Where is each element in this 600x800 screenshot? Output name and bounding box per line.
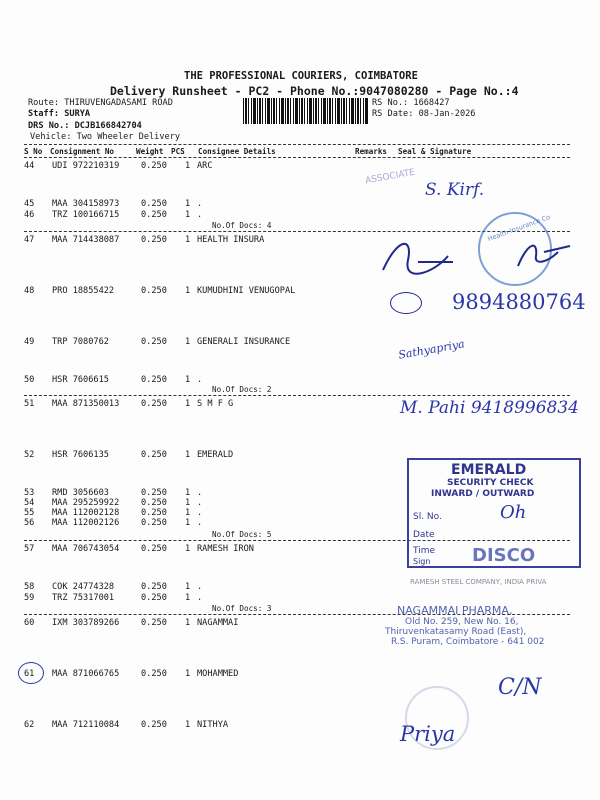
nagammai-line-2: Old No. 259, New No. 16, (405, 617, 519, 627)
row-sno: 59 (24, 593, 35, 603)
signature-emerald: Oh (500, 502, 527, 523)
col-sno: S No (24, 147, 43, 156)
row-consignment: MAA 295259922 (52, 498, 120, 508)
row-consignment: MAA 304158973 (52, 199, 120, 209)
row-sno: 52 (24, 450, 35, 460)
row-consignment: MAA 712110084 (52, 720, 120, 730)
disco-stamp: DISCO (472, 545, 536, 566)
route-label: Route: THIRUVENGADASAMI ROAD (28, 98, 173, 108)
row-pcs: 1 (185, 488, 191, 498)
rs-number: RS No.: 1668427 (372, 98, 450, 108)
row-pcs: 1 (185, 199, 191, 209)
row-consignment: MAA 112002126 (52, 518, 120, 528)
row-weight: 0.250 (141, 498, 167, 508)
row-weight: 0.250 (141, 375, 167, 385)
row-pcs: 1 (185, 618, 191, 628)
row-pcs: 1 (185, 498, 191, 508)
docs-count: No.Of Docs: 3 (212, 604, 272, 613)
company-title: THE PROFESSIONAL COURIERS, COIMBATORE (184, 70, 418, 82)
circled-row-mark (18, 662, 44, 684)
row-consignee: KUMUDHINI VENUGOPAL (197, 286, 296, 296)
row-consignment: COK 24774328 (52, 582, 115, 592)
row-weight: 0.250 (141, 210, 167, 220)
row-pcs: 1 (185, 582, 191, 592)
header-rule-bottom (24, 157, 570, 158)
nagammai-line-3: Thiruvenkatasamy Road (East), (385, 627, 527, 637)
row-sno: 47 (24, 235, 35, 245)
row-weight: 0.250 (141, 235, 167, 245)
row-consignee: . (197, 508, 203, 518)
row-weight: 0.250 (141, 544, 167, 554)
col-seal-signature: Seal & Signature (398, 147, 472, 156)
rs-date: RS Date: 08-Jan-2026 (372, 109, 476, 119)
row-sno: 51 (24, 399, 35, 409)
signature-arc: S. Kirf. (425, 180, 485, 200)
col-pcs: PCS (171, 147, 185, 156)
row-sno: 44 (24, 161, 35, 171)
drs-label: DRS No.: DCJB166842704 (28, 121, 142, 131)
row-consignee: ARC (197, 161, 213, 171)
row-consignment: MAA 871066765 (52, 669, 120, 679)
row-consignee: . (197, 498, 203, 508)
row-weight: 0.250 (141, 518, 167, 528)
row-sno: 62 (24, 720, 35, 730)
row-sno: 46 (24, 210, 35, 220)
row-consignment: MAA 871350013 (52, 399, 120, 409)
row-sno: 48 (24, 286, 35, 296)
emerald-slno: Sl. No. (413, 512, 442, 522)
row-consignee: . (197, 488, 203, 498)
emerald-sign: Sign (413, 557, 431, 566)
col-consignment: Consignment No (50, 147, 115, 156)
signature-nithya: Priya (400, 722, 456, 746)
signature-smfg: M. Pahi 9418996834 (400, 398, 579, 418)
row-sno: 57 (24, 544, 35, 554)
row-consignee: HEALTH INSURA (197, 235, 265, 245)
row-weight: 0.250 (141, 508, 167, 518)
row-consignment: TRZ 75317001 (52, 593, 115, 603)
row-weight: 0.250 (141, 286, 167, 296)
row-consignment: MAA 112002128 (52, 508, 120, 518)
group-divider (24, 395, 570, 396)
signature-mohammed: C/N (498, 675, 542, 700)
signature-health-insura (378, 232, 578, 280)
row-consignment: TRP 7080762 (52, 337, 109, 347)
col-consignee: Consignee Details (198, 147, 276, 156)
row-sno: 61 (24, 669, 35, 679)
row-pcs: 1 (185, 337, 191, 347)
row-consignment: UDI 972210319 (52, 161, 120, 171)
emerald-subtitle-2: INWARD / OUTWARD (431, 489, 535, 499)
barcode (243, 98, 369, 124)
row-consignment: IXM 303789266 (52, 618, 120, 628)
row-consignment: MAA 714438087 (52, 235, 120, 245)
row-consignee: NITHYA (197, 720, 229, 730)
row-weight: 0.250 (141, 399, 167, 409)
phone-signature: 9894880764 (452, 290, 586, 314)
row-consignment: MAA 706743054 (52, 544, 120, 554)
nagammai-line-1: NAGAMMAI PHARMA, (397, 604, 513, 617)
row-pcs: 1 (185, 669, 191, 679)
row-sno: 45 (24, 199, 35, 209)
row-sno: 55 (24, 508, 35, 518)
arc-stamp: ASSOCIATE (364, 167, 416, 187)
docs-count: No.Of Docs: 5 (212, 530, 272, 539)
row-pcs: 1 (185, 720, 191, 730)
runsheet-subtitle: Delivery Runsheet - PC2 - Phone No.:9047080280 - Page No.:4 (110, 84, 519, 98)
row-consignment: RMD 3056603 (52, 488, 109, 498)
row-weight: 0.250 (141, 618, 167, 628)
row-weight: 0.250 (141, 450, 167, 460)
row-weight: 0.250 (141, 488, 167, 498)
row-pcs: 1 (185, 286, 191, 296)
emerald-title: EMERALD (451, 462, 527, 478)
row-pcs: 1 (185, 375, 191, 385)
row-consignee: . (197, 593, 203, 603)
row-weight: 0.250 (141, 720, 167, 730)
row-pcs: 1 (185, 161, 191, 171)
row-consignee: EMERALD (197, 450, 234, 460)
ramesh-iron-stamp: RAMESH STEEL COMPANY, INDIA PRIVA (410, 578, 547, 586)
row-pcs: 1 (185, 450, 191, 460)
row-weight: 0.250 (141, 582, 167, 592)
docs-count: No.Of Docs: 4 (212, 221, 272, 230)
docs-count: No.Of Docs: 2 (212, 385, 272, 394)
row-pcs: 1 (185, 210, 191, 220)
col-weight: Weight (136, 147, 164, 156)
row-pcs: 1 (185, 399, 191, 409)
row-weight: 0.250 (141, 337, 167, 347)
row-consignment: HSR 7606615 (52, 375, 109, 385)
staff-label: Staff: SURYA (28, 109, 91, 119)
nagammai-stamp (385, 604, 544, 647)
row-sno: 49 (24, 337, 35, 347)
emerald-date: Date (413, 530, 435, 540)
row-consignee: . (197, 582, 203, 592)
row-consignee: NAGAMMAI (197, 618, 239, 628)
vehicle-label: Vehicle: Two Wheeler Delivery (30, 132, 181, 142)
row-weight: 0.250 (141, 593, 167, 603)
signature-stroke (383, 244, 570, 274)
row-pcs: 1 (185, 518, 191, 528)
row-pcs: 1 (185, 508, 191, 518)
row-pcs: 1 (185, 544, 191, 554)
header-rule-top (24, 144, 570, 145)
row-consignee: . (197, 210, 203, 220)
initials-mark (390, 292, 422, 314)
row-consignee: RAMESH IRON (197, 544, 254, 554)
row-pcs: 1 (185, 235, 191, 245)
emerald-time: Time (413, 546, 436, 556)
row-sno: 54 (24, 498, 35, 508)
emerald-subtitle: SECURITY CHECK (447, 478, 534, 488)
row-sno: 50 (24, 375, 35, 385)
row-weight: 0.250 (141, 199, 167, 209)
row-consignment: PRO 18855422 (52, 286, 115, 296)
row-sno: 56 (24, 518, 35, 528)
row-weight: 0.250 (141, 161, 167, 171)
row-weight: 0.250 (141, 669, 167, 679)
row-consignment: TRZ 100166715 (52, 210, 120, 220)
signature-generali: Sathyapriya (397, 337, 466, 362)
row-consignee: . (197, 375, 203, 385)
row-consignee: GENERALI INSURANCE (197, 337, 291, 347)
row-pcs: 1 (185, 593, 191, 603)
row-consignment: HSR 7606135 (52, 450, 109, 460)
row-sno: 58 (24, 582, 35, 592)
nagammai-line-4: R.S. Puram, Coimbatore - 641 002 (391, 637, 545, 647)
row-consignee: . (197, 199, 203, 209)
row-sno: 53 (24, 488, 35, 498)
row-consignee: S M F G (197, 399, 234, 409)
row-sno: 60 (24, 618, 35, 628)
round-stamp-text: Health Insurance Co (486, 212, 552, 244)
row-consignee: MOHAMMED (197, 669, 239, 679)
row-consignee: . (197, 518, 203, 528)
col-remarks: Remarks (355, 147, 388, 156)
